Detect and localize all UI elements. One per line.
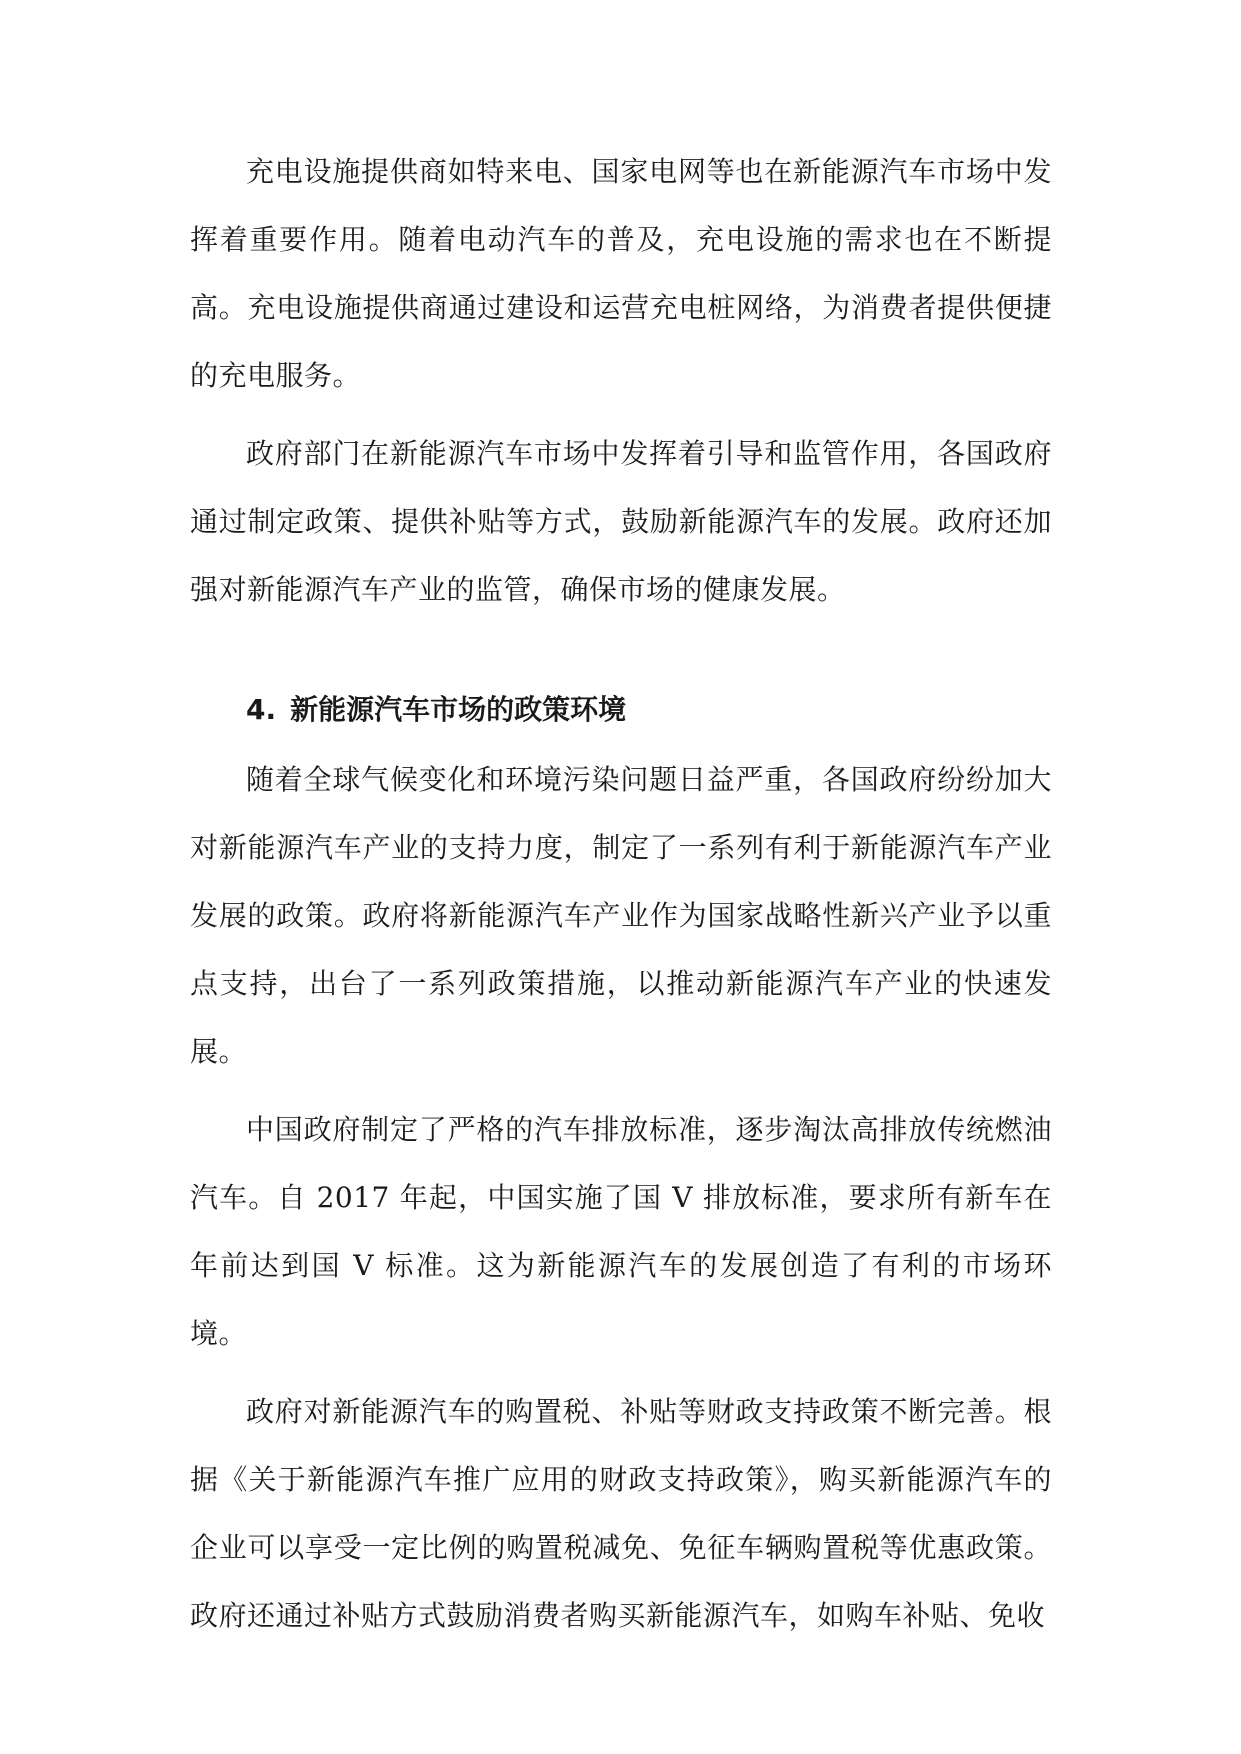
paragraph-policy-support: 随着全球气候变化和环境污染问题日益严重，各国政府纷纷加大对新能源汽车产业的支持力度，制定了一系列有利于新能源汽车产业发展的政策。政府将新能源汽车产业作为国家战略性新兴产业予以重点支持，出台了一系列政策措施，以推动新能源汽车产业的快速发展。 (190, 763, 1052, 1068)
paragraph-fiscal-policy: 政府对新能源汽车的购置税、补贴等财政支持政策不断完善。根据《关于新能源汽车推广应用的财政支持政策》，购买新能源汽车的企业可以享受一定比例的购置税减免、免征车辆购置税等优惠政策。政府还通过补贴方式鼓励消费者购买新能源汽车，如购车补贴、免收 (190, 1395, 1052, 1632)
document-body (190, 138, 1052, 1650)
paragraph-emission-standards: 中国政府制定了严格的汽车排放标准，逐步淘汰高排放传统燃油汽车。自 2017 年起，中国实施了国 V 排放标准，要求所有新车在年前达到国 V 标准。这为新能源汽车的发展创造了有利的市场环境。 (190, 1113, 1052, 1350)
section-number: 4. (246, 693, 277, 726)
paragraph-government-role: 政府部门在新能源汽车市场中发挥着引导和监管作用，各国政府通过制定政策、提供补贴等方式，鼓励新能源汽车的发展。政府还加强对新能源汽车产业的监管，确保市场的健康发展。 (190, 437, 1052, 606)
section-title: 新能源汽车市场的政策环境 (290, 693, 627, 726)
paragraph-charging-providers: 充电设施提供商如特来电、国家电网等也在新能源汽车市场中发挥着重要作用。随着电动汽车的普及，充电设施的需求也在不断提高。充电设施提供商通过建设和运营充电桩网络，为消费者提供便捷的充电服务。 (190, 155, 1052, 392)
section-heading (190, 676, 1052, 744)
